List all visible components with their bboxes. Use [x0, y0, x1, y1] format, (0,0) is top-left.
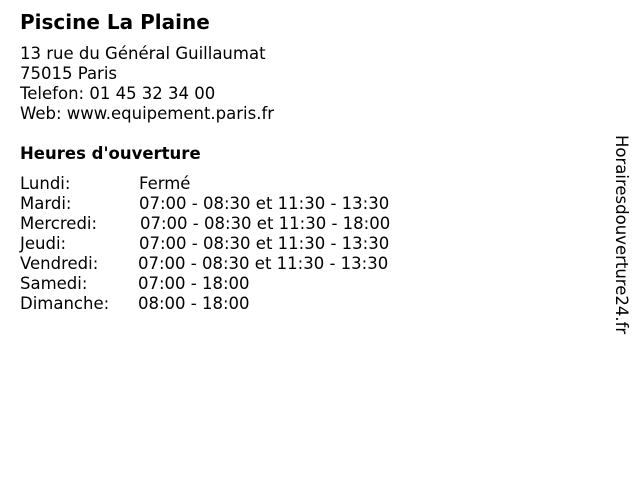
hours-row-monday: [20, 174, 440, 194]
watermark-text: Horairesdouverture24.fr: [612, 135, 631, 335]
day-label: Samedi:: [20, 274, 88, 293]
day-label: Mercredi:: [20, 214, 98, 233]
phone-number: Telefon: 01 45 32 34 00: [20, 84, 216, 103]
hours-row-thursday: [20, 234, 440, 254]
day-label: Dimanche:: [20, 294, 110, 313]
address-block: [20, 44, 274, 124]
site-watermark: [611, 135, 631, 345]
hours-row-tuesday: [20, 194, 440, 214]
day-label: Lundi:: [20, 174, 71, 193]
time-value: 07:00 - 08:30 et 11:30 - 18:00: [140, 214, 391, 233]
place-title: Piscine La Plaine: [20, 10, 210, 34]
time-value: 07:00 - 18:00: [138, 274, 250, 293]
time-value: 07:00 - 08:30 et 11:30 - 13:30: [138, 254, 389, 273]
time-value: 07:00 - 08:30 et 11:30 - 13:30: [139, 194, 390, 213]
website-link: Web: www.equipement.paris.fr: [20, 104, 275, 123]
street-address: 13 rue du Général Guillaumat: [20, 44, 266, 63]
day-label: Vendredi:: [20, 254, 99, 273]
day-label: Jeudi:: [20, 234, 67, 253]
hours-row-wednesday: [20, 214, 440, 234]
city-postcode: 75015 Paris: [20, 64, 118, 83]
time-value: Fermé: [139, 174, 191, 193]
opening-hours-table: [20, 174, 440, 314]
day-label: Mardi:: [20, 194, 72, 213]
hours-row-saturday: [20, 274, 440, 294]
time-value: 07:00 - 08:30 et 11:30 - 13:30: [139, 234, 390, 253]
hours-row-sunday: [20, 294, 440, 314]
hours-row-friday: [20, 254, 440, 274]
time-value: 08:00 - 18:00: [138, 294, 250, 313]
opening-hours-heading: Heures d'ouverture: [20, 144, 201, 163]
